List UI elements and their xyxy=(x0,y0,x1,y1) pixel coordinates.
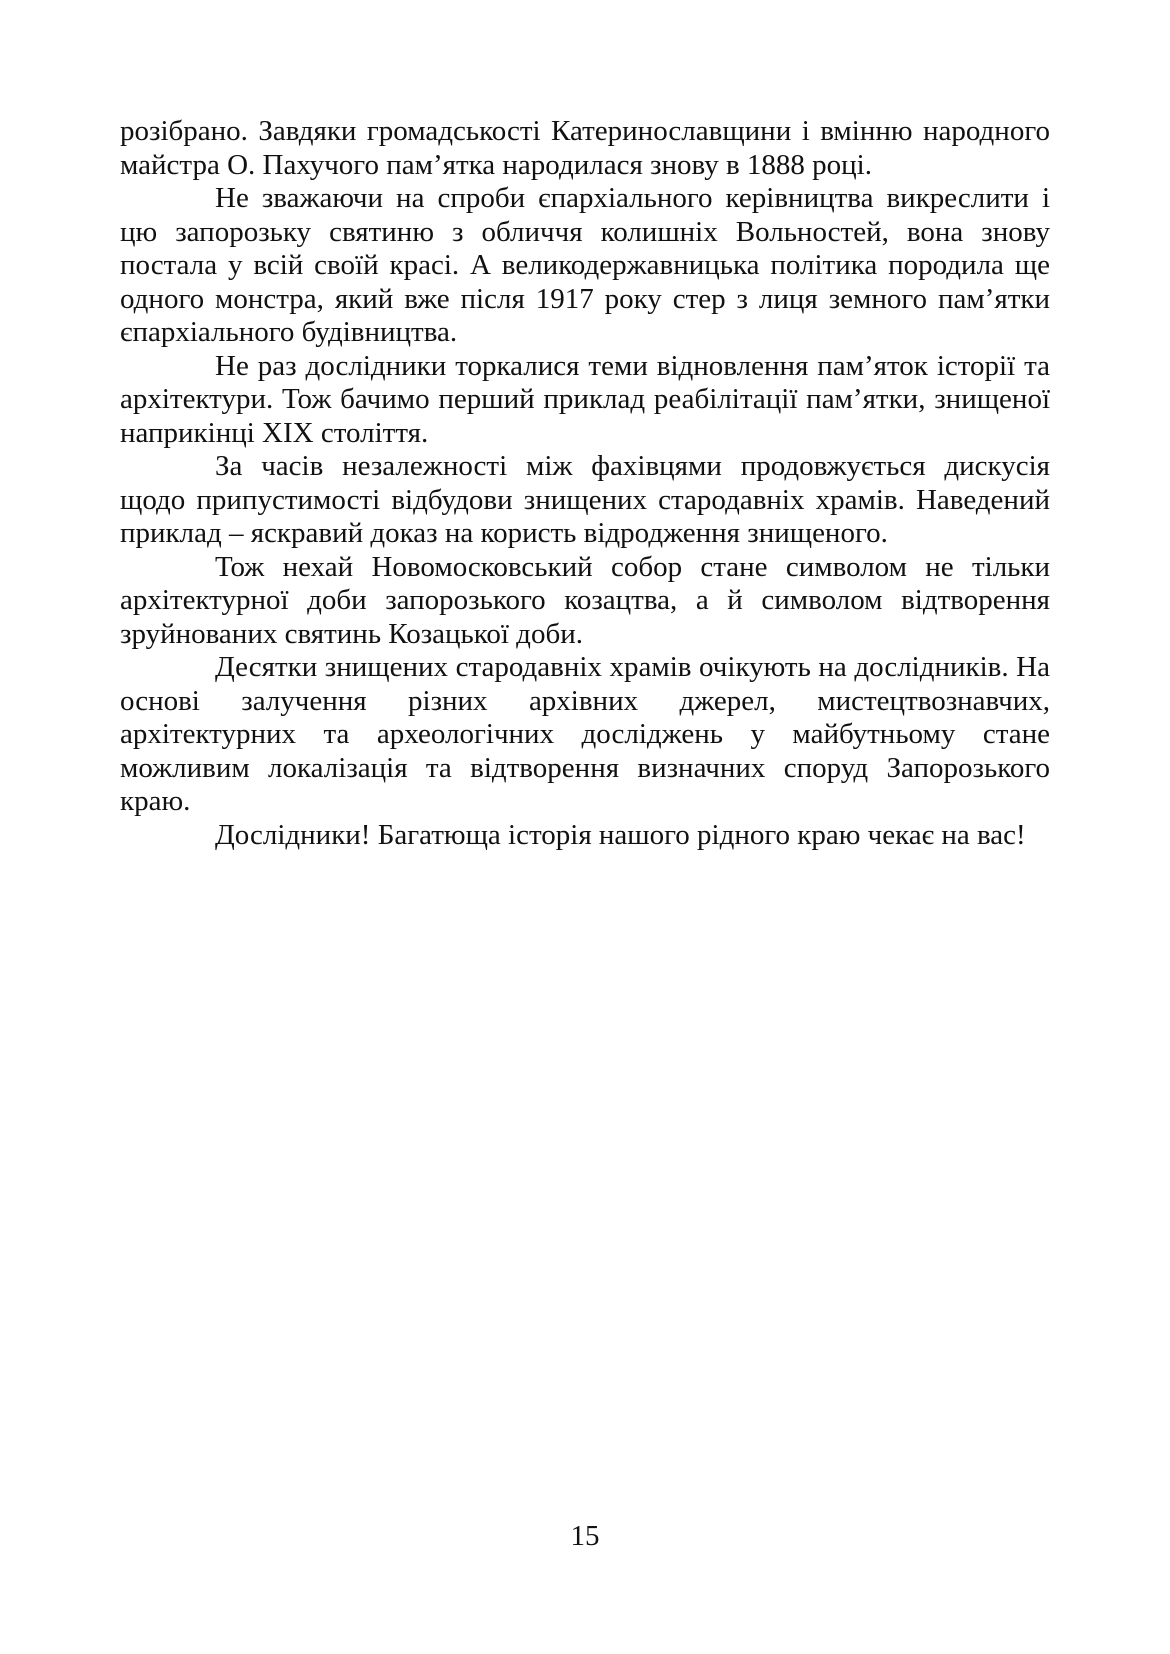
page-number: 15 xyxy=(570,1520,600,1552)
paragraph-independence-discussion: За часів незалежності між фахівцями продовжується дискусія щодо припустимості відбудови знищених стародавніх храмів. Наведений приклад – яскравий доказ на користь відродження знищеного. xyxy=(120,450,1050,549)
paragraph-novomoskovsk-cathedral: Тож нехай Новомосковський собор стане символом не тільки архітектурної доби запорозького козацтва, а й символом відтворення зруйнованих святинь Козацької доби. xyxy=(120,550,1050,650)
paragraph-eparchial-leadership: Не зважаючи на спроби єпархіального керівництва викреслити і цю запорозьку святиню з обличчя колишніх Вольностей, вона знову постала у всій своїй красі. А великодержавницька політика породила ще одного монстра, який вже після 1917 року стер з лиця земного пам’ятки єпархіального будівництва. xyxy=(120,182,1050,348)
document-body xyxy=(120,115,1050,852)
paragraph-continuation: розібрано. Завдяки громадськості Катеринославщини і вмінню народного майстра О. Пахучого пам’ятка народилася знову в 1888 році. xyxy=(120,115,1050,181)
paragraph-destroyed-temples: Десятки знищених стародавніх храмів очікують на дослідників. На основі залучення різних архівних джерел, мистецтвознавчих, архітектурних та археологічних досліджень у майбутньому стане можливим локалізація та відтворення визначних споруд Запорозького краю. xyxy=(120,651,1050,817)
paragraph-call-to-researchers: Дослідники! Багатюща історія нашого рідного краю чекає на вас! xyxy=(215,818,1026,851)
paragraph-restoration-topic: Не раз дослідники торкалися теми відновлення пам’яток історії та архітектури. Тож бачимо перший приклад реабілітації пам’ятки, знищеної наприкінці XIX століття. xyxy=(120,349,1050,449)
